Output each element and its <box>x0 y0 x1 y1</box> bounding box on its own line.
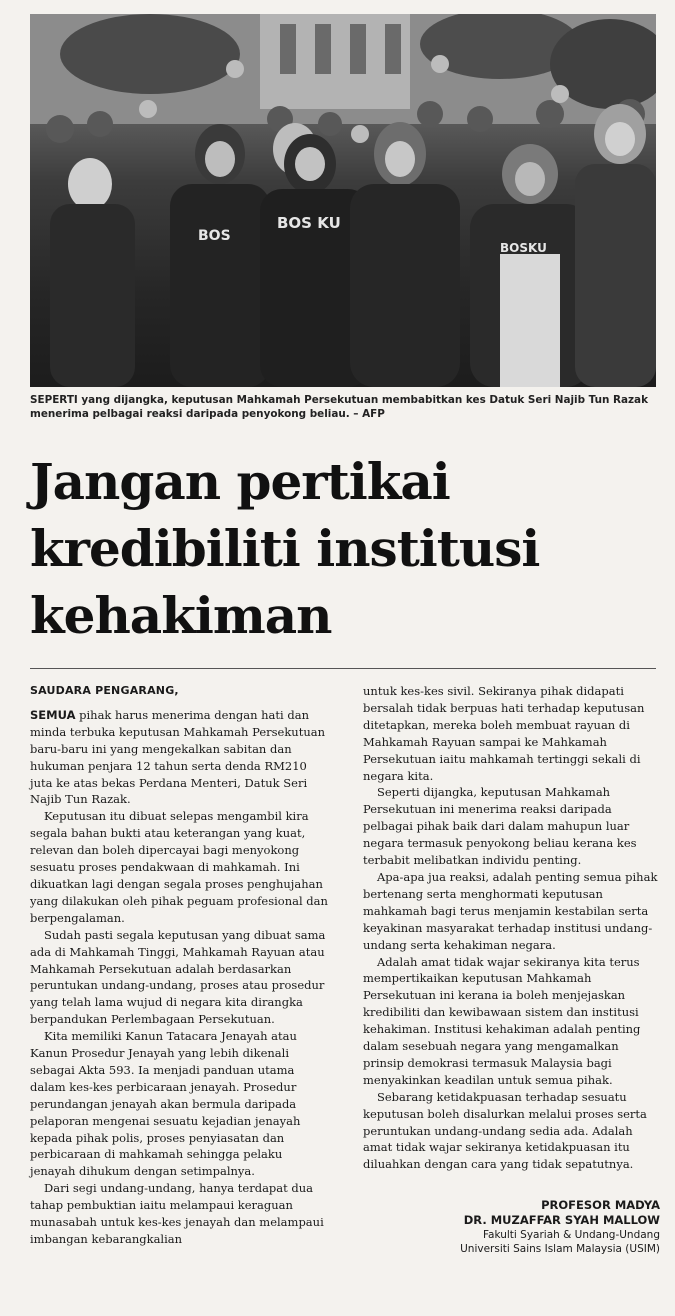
paragraph-8: Apa-apa jua reaksi, adalah penting semua pihak bertenang serta menghormati keputusan mahkamah bagi terus menjamin kestabilan serta keyakinan masyarakat terhadap institusi undang-undang serta kehakiman negara. <box>363 869 658 952</box>
headline-line-1: Jangan pertikai <box>30 452 450 511</box>
paragraph-2: Keputusan itu dibuat selepas mengambil kira segala bahan bukti atau keterangan yang kuat, relevan dan boleh dipercayai bagi menyokong sesuatu proses pendakwaan di mahkamah. Ini dikuatkan lagi dengan segala proses penghujahan yang dilakukan oleh pihak peguam profesional dan berpengalaman. <box>30 809 328 925</box>
author-signature <box>420 1198 660 1256</box>
author-name: DR. MUZAFFAR SYAH MALLOW <box>463 1213 660 1227</box>
author-university: Universiti Sains Islam Malaysia (USIM) <box>460 1243 660 1255</box>
protest-photo <box>30 14 656 387</box>
photo-caption <box>30 393 660 421</box>
paragraph-10: Sebarang ketidakpuasan terhadap sesuatu keputusan boleh disalurkan melalui proses serta peruntukan undang-undang sedia ada. Adalah amat tidak wajar sekiranya ketidakpuasan itu diluahkan dengan cara yang tidak sepatutnya. <box>363 1089 647 1172</box>
caption-text: SEPERTI yang dijangka, keputusan Mahkamah Persekutuan membabitkan kes Datuk Seri Najib Tun Razak menerima pelbagai reaksi daripada penyokong beliau. – AFP <box>30 394 648 420</box>
paragraph-9: Adalah amat tidak wajar sekiranya kita terus mempertikaikan keputusan Mahkamah Persekutuan ini kerana ia boleh menjejaskan kredibiliti dan kewibawaan sistem dan institusi kehakiman. Institusi kehakiman adalah penting dalam sesebuah negara yang mengamalkan prinsip demokrasi termasuk Malaysia bagi menyakinkan keadilan untuk semua pihak. <box>363 954 641 1087</box>
lead-word: SEMUA <box>30 707 76 722</box>
author-faculty: Fakulti Syariah & Undang-Undang <box>482 1229 660 1241</box>
headline-line-3: kehakiman <box>30 586 332 645</box>
paragraph-7: Seperti dijangka, keputusan Mahkamah Persekutuan ini menerima reaksi daripada pelbagai pihak baik dari dalam mahupun luar negara termasuk penyokong beliau kerana kes terbabit melibatkan individu penting. <box>363 785 637 868</box>
paragraph-6: untuk kes-kes sivil. Sekiranya pihak didapati bersalah tidak berpuas hati terhadap keputusan ditetapkan, mereka boleh membuat rayuan di Mahkamah Rayuan sampai ke Mahkamah Persekutuan iaitu mahkamah tertinggi sekali di negara kita. <box>363 684 645 783</box>
salutation: SAUDARA PENGARANG, <box>30 684 179 697</box>
shirt-text-1: BOS <box>198 228 231 244</box>
paragraph-4: Kita memiliki Kanun Tatacara Jenayah atau Kanun Prosedur Jenayah yang lebih dikenali sebagai Akta 593. Ia menjadi panduan utama dalam kes-kes perbicaraan jenayah. Prosedur perundangan jenayah akan bermula daripada pelaporan mengenai sesuatu kejadian jenayah kepada pihak polis, proses penyiasatan dan perbicaraan di mahkamah sehingga pelaku jenayah dihukum dengan setimpalnya. <box>30 1029 301 1179</box>
shirt-text-2: BOS KU <box>277 214 341 232</box>
paragraph-3: Sudah pasti segala keputusan yang dibuat sama ada di Mahkamah Tinggi, Mahkamah Rayuan atau Mahkamah Persekutuan adalah berdasarkan peruntukan undang-undang, proses atau prosedur yang telah lama wujud di negara kita dirangka berpandukan Perlembagaan Persekutuan. <box>30 927 326 1027</box>
paragraph-5: Dari segi undang-undang, hanya terdapat dua tahap pembuktian iaitu melampaui keraguan munasabah untuk kes-kes jenayah dan melampaui imbangan kebarangkalian <box>30 1181 324 1246</box>
headline-divider <box>30 668 656 669</box>
headline-line-2: kredibiliti institusi <box>30 519 540 578</box>
shirt-text-3: BOSKU <box>500 241 547 255</box>
paragraph-1 <box>30 707 330 808</box>
author-title: PROFESOR MADYA <box>541 1198 660 1212</box>
paragraph-1-text: pihak harus menerima dengan hati dan minda terbuka keputusan Mahkamah Persekutuan baru-baru ini yang mengekalkan sabitan dan hukuman penjara 12 tahun serta denda RM210 juta ke atas bekas Perdana Menteri, Datuk Seri Najib Tun Razak. <box>30 707 326 807</box>
left-column <box>30 683 330 1248</box>
article-headline <box>30 448 660 649</box>
protest-crowd-illustration <box>30 14 656 387</box>
right-column <box>363 683 663 1173</box>
